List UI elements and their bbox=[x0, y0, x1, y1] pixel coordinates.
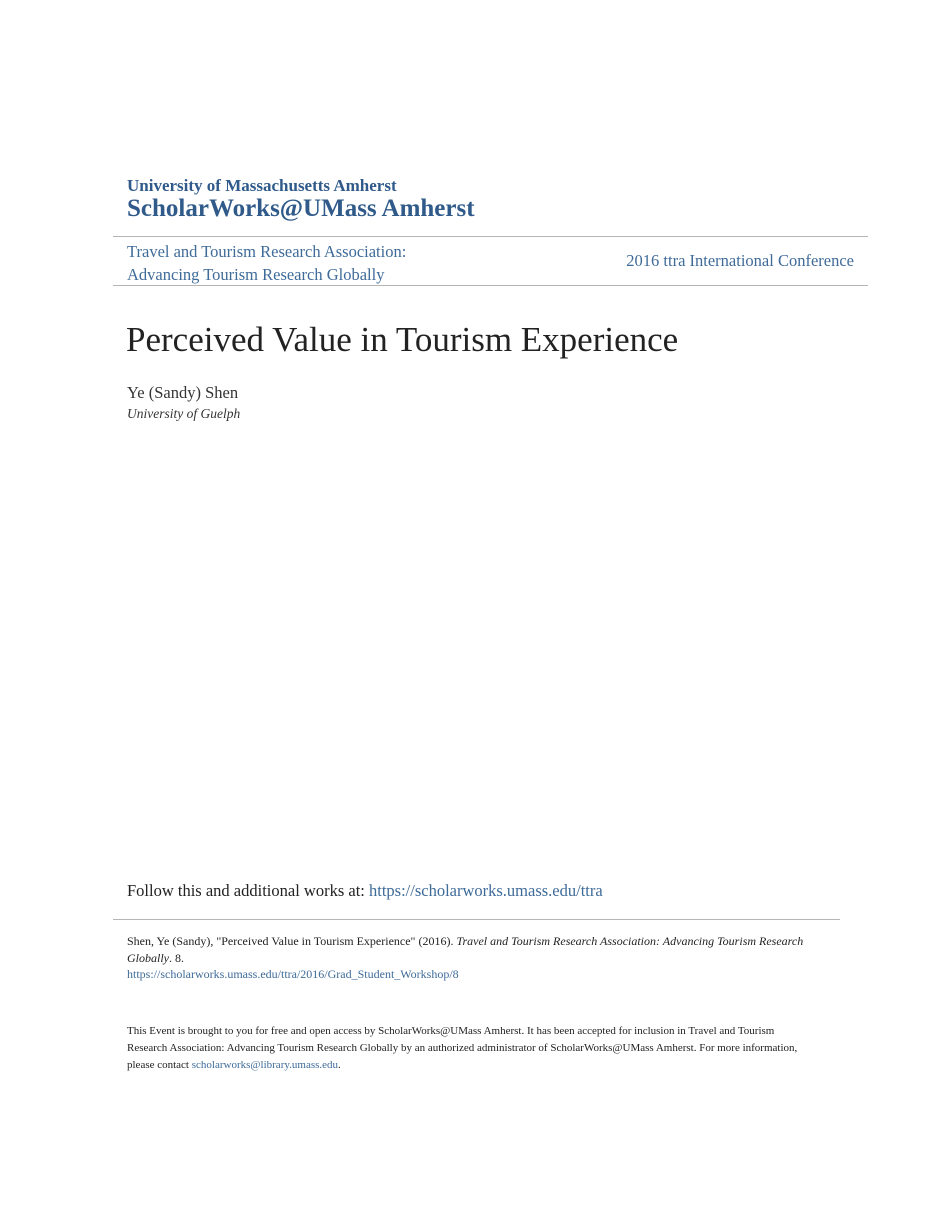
citation-suffix: . 8. bbox=[169, 950, 184, 965]
header-divider-top bbox=[113, 236, 868, 237]
follow-label: Follow this and additional works at: bbox=[127, 881, 369, 900]
series-line-2: Advancing Tourism Research Globally bbox=[127, 265, 385, 284]
series-line-1: Travel and Tourism Research Association: bbox=[127, 242, 407, 261]
header-divider-bottom bbox=[113, 285, 868, 286]
conference-link[interactable]: 2016 ttra International Conference bbox=[626, 251, 854, 270]
series-link[interactable] bbox=[127, 242, 406, 284]
follow-line bbox=[127, 881, 603, 901]
access-notice bbox=[127, 1023, 817, 1074]
author-affiliation: University of Guelph bbox=[127, 406, 241, 421]
citation-journal: Travel and Tourism Research Association: Advancing Tourism Research Globally bbox=[127, 934, 804, 965]
notice-text: This Event is brought to you for free and open access by ScholarWorks@UMass Amherst. It has been accepted for inclusion in Travel and Tourism Research Association: Advancing Tourism Research Globally by an authorized administrator of ScholarWorks@UMass Amherst. For more information, please contact bbox=[127, 1025, 798, 1071]
citation-block bbox=[127, 933, 807, 983]
citation-prefix: Shen, Ye (Sandy), "Perceived Value in Tourism Experience" (2016). bbox=[127, 934, 457, 948]
notice-end: . bbox=[338, 1059, 341, 1071]
article-title: Perceived Value in Tourism Experience bbox=[126, 320, 679, 359]
repository-name: ScholarWorks@UMass Amherst bbox=[127, 195, 475, 222]
contact-email-link[interactable]: scholarworks@library.umass.edu bbox=[191, 1059, 339, 1071]
citation-url[interactable]: https://scholarworks.umass.edu/ttra/2016/Grad_Student_Workshop/8 bbox=[127, 967, 459, 981]
follow-link[interactable]: https://scholarworks.umass.edu/ttra bbox=[368, 881, 603, 900]
author-name: Ye (Sandy) Shen bbox=[127, 383, 239, 402]
series-title bbox=[127, 240, 406, 286]
conference-name bbox=[626, 251, 854, 271]
footer-divider bbox=[113, 919, 840, 920]
university-name: University of Massachusetts Amherst bbox=[127, 176, 397, 195]
